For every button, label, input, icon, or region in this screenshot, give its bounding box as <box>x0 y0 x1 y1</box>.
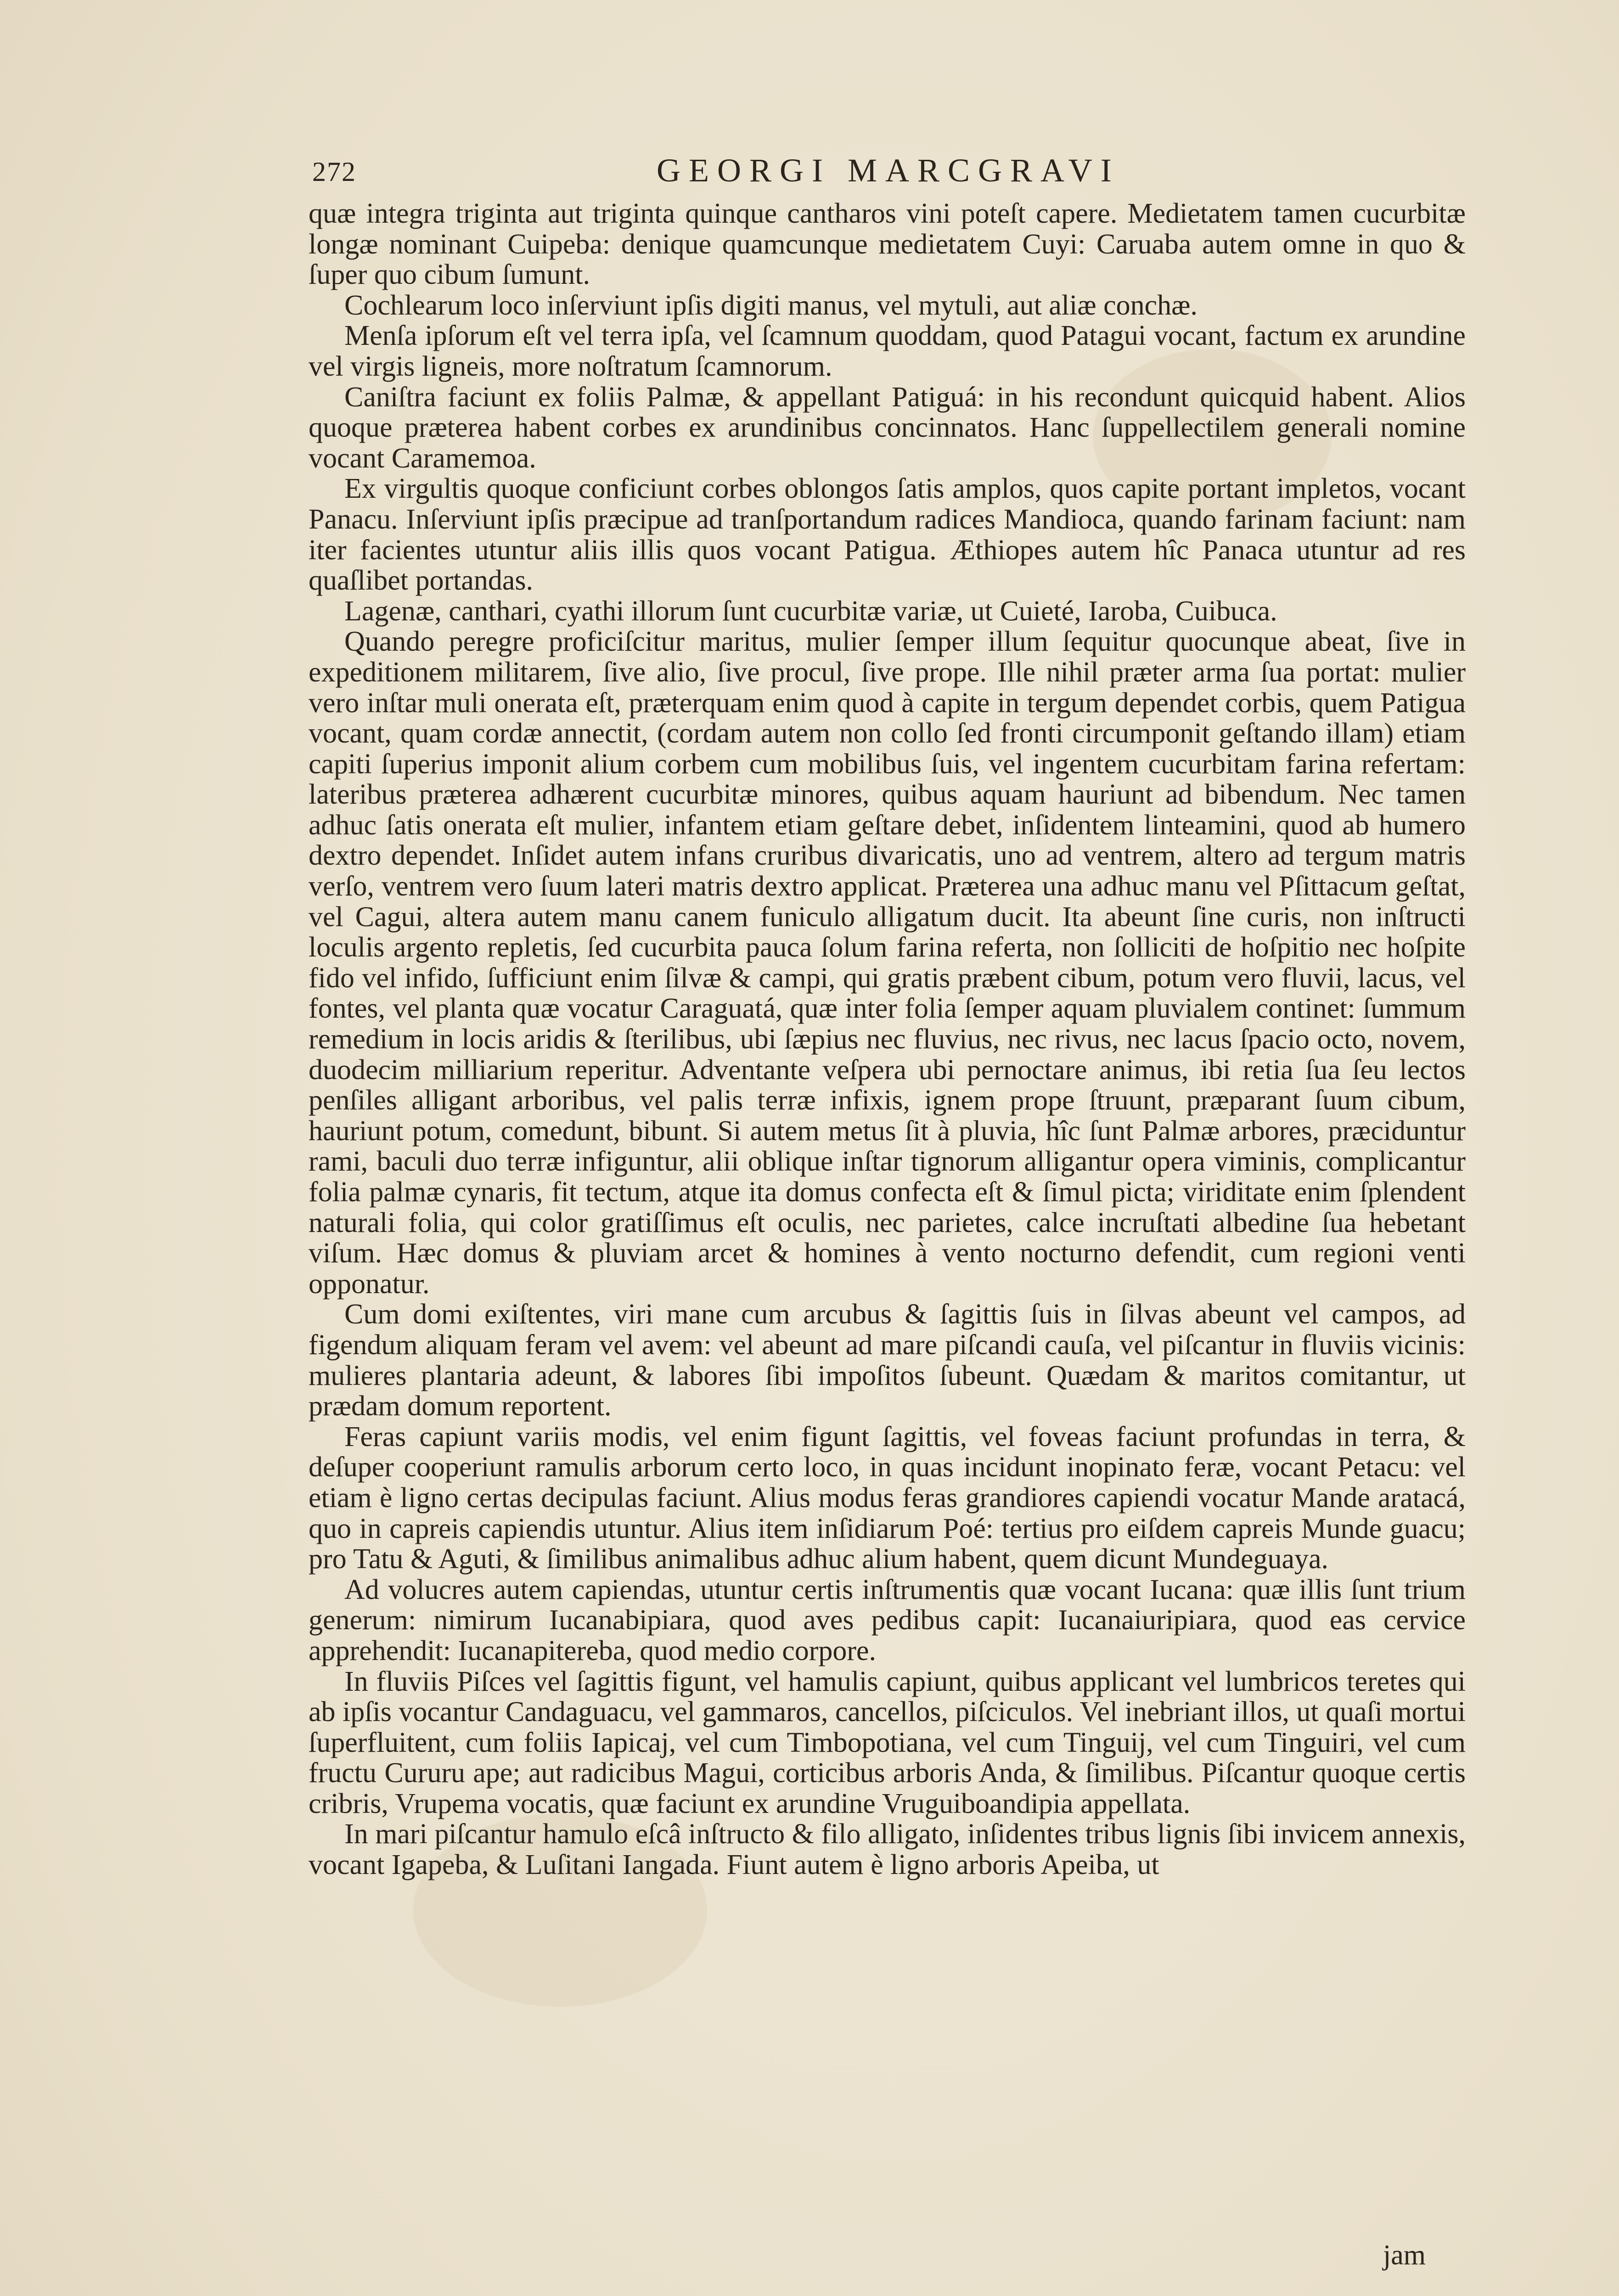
paragraph: Caniſtra faciunt ex foliis Palmæ, & appellant Patiguá: in his recondunt quicquid habent. Alios quoque præterea habent corbes ex arundinibus concinnatos. Hanc ſuppellectilem generali nomine vocant Caramemoa. <box>309 381 1466 474</box>
paragraph: Lagenæ, canthari, cyathi illorum ſunt cucurbitæ variæ, ut Cuieté, Iaroba, Cuibuca. <box>344 595 1277 627</box>
paragraph: Ex virgultis quoque conficiunt corbes oblongos ſatis amplos, quos capite portant impletos, vocant Panacu. Inſerviunt ipſis præcipue ad tranſportandum radices Mandioca, quando farinam faciunt: nam iter facientes utuntur aliis illis quos vocant Patigua. Æthiopes autem hîc Panaca utuntur ad res quaſlibet portandas. <box>309 473 1466 597</box>
paragraph: Menſa ipſorum eſt vel terra ipſa, vel ſcamnum quoddam, quod Patagui vocant, factum ex arundine vel virgis ligneis, more noſtratum ſcamnorum. <box>309 320 1466 382</box>
paragraph: Quando peregre proficiſcitur maritus, mulier ſemper illum ſequitur quocunque abeat, ſive in expeditionem militarem, ſive alio, ſive procul, ſive prope. Ille nihil præter arma ſua portat: mulier vero inſtar muli onerata eſt, præterquam enim quod à capite in tergum dependet corbis, quem Patigua vocant, quam cordæ annectit, (cordam autem non collo ſed fronti circumponit geſtando illam) etiam capiti ſuperius imponit alium corbem cum mobilibus ſuis, vel ingentem cucurbitam farina refertam: lateribus præterea adhærent cucurbitæ minores, quibus aquam hauriunt ad bibendum. Nec tamen adhuc ſatis onerata eſt mulier, infantem etiam geſtare debet, inſidentem linteamini, quod ab humero dextro dependet. Inſidet autem infans cruribus divaricatis, uno ad ventrem, altero ad tergum matris verſo, ventrem vero ſuum lateri matris dextro applicat. Præterea una adhuc manu vel Pſittacum geſtat, vel Cagui, altera autem manu canem funiculo alligatum ducit. Ita abeunt ſine curis, non inſtructi loculis argento repletis, ſed cucurbita pauca ſolum farina referta, non ſolliciti de hoſpitio nec hoſpite fido vel infido, ſufficiunt enim ſilvæ & campi, qui gratis præbent cibum, potum vero fluvii, lacus, vel fontes, vel planta quæ vocatur Caraguatá, quæ inter folia ſemper aquam pluvialem continet: ſummum remedium in locis aridis & ſterilibus, ubi ſæpius nec fluvius, nec rivus, nec lacus ſpacio octo, novem, duodecim milliarium reperitur. Adventante veſpera ubi pernoctare animus, ibi retia ſua ſeu lectos penſiles alligant arboribus, vel palis terræ infixis, ignem prope ſtruunt, præparant ſuum cibum, hauriunt potum, comedunt, bibunt. Si autem metus ſit à pluvia, hîc ſunt Palmæ arbores, præciduntur rami, baculi duo terræ infiguntur, alii oblique inſtar tignorum alligantur opera viminis, complicantur folia palmæ cynaris, fit tectum, atque ita domus confecta eſt & ſimul picta; viriditate enim ſplendent naturali folia, qui color gratiſſimus eſt oculis, nec parietes, calce incruſtati albedine ſua hebetant viſum. Hæc domus & pluviam arcet & homines à vento nocturno defendit, cum regioni venti opponatur. <box>309 626 1466 1300</box>
paragraph: In mari piſcantur hamulo eſcâ inſtructo & filo alligato, inſidentes tribus lignis ſibi invicem annexis, vocant Igapeba, & Luſitani Iangada. Fiunt autem è ligno arboris Apeiba, ut <box>309 1818 1466 1881</box>
paragraph: Cum domi exiſtentes, viri mane cum arcubus & ſagittis ſuis in ſilvas abeunt vel campos, ad figendum aliquam feram vel avem: vel abeunt ad mare piſcandi cauſa, vel piſcantur in fluviis vicinis: mulieres plantaria adeunt, & labores ſibi impoſitos ſubeunt. Quædam & maritos comitantur, ut prædam domum reportent. <box>309 1299 1466 1422</box>
page-header <box>312 152 1446 193</box>
paragraph: quæ integra triginta aut triginta quinque cantharos vini poteſt capere. Medietatem tamen cucurbitæ longæ nominant Cuipeba: denique quamcunque medietatem Cuyi: Caruaba autem omne in quo & ſuper quo cibum ſumunt. <box>309 198 1466 291</box>
running-head: GEORGI MARCGRAVI <box>657 152 1120 189</box>
page-number: 272 <box>312 157 356 187</box>
paragraph: Ad volucres autem capiendas, utuntur certis inſtrumentis quæ vocant Iucana: quæ illis ſunt trium generum: nimirum Iucanabipiara, quod aves pedibus capit: Iucanaiuripiara, quod eas cervice apprehendit: Iucanapitereba, quod medio corpore. <box>309 1574 1466 1666</box>
page-body <box>309 198 1466 1880</box>
paragraph: Cochlearum loco inſerviunt ipſis digiti manus, vel mytuli, aut aliæ conchæ. <box>344 289 1198 321</box>
paragraph: Feras capiunt variis modis, vel enim figunt ſagittis, vel foveas faciunt profundas in terra, & deſuper cooperiunt ramulis arborum certo loco, in quas incidunt inopinato feræ, vocant Petacu: vel etiam è ligno certas decipulas faciunt. Alius modus feras grandiores capiendi vocatur Mande aratacá, quo in capreis capiendis utuntur. Alius item inſidiarum Poé: tertius pro eiſdem capreis Munde guacu; pro Tatu & Aguti, & ſimilibus animalibus adhuc alium habent, quem dicunt Mundeguaya. <box>309 1421 1466 1575</box>
paragraph: In fluviis Piſces vel ſagittis figunt, vel hamulis capiunt, quibus applicant vel lumbricos teretes qui ab ipſis vocantur Candaguacu, vel gammaros, cancellos, piſciculos. Vel inebriant illos, ut quaſi mortui ſuperfluitent, cum foliis Iapicaj, vel cum Timbopotiana, vel cum Tinguij, vel cum Tinguiri, vel cum fructu Cururu ape; aut radicibus Magui, corticibus arboris Anda, & ſimilibus. Piſcantur quoque certis cribris, Vrupema vocatis, quæ faciunt ex arundine Vruguiboandipia appellata. <box>309 1666 1466 1819</box>
catchword: jam <box>1383 2240 1426 2271</box>
